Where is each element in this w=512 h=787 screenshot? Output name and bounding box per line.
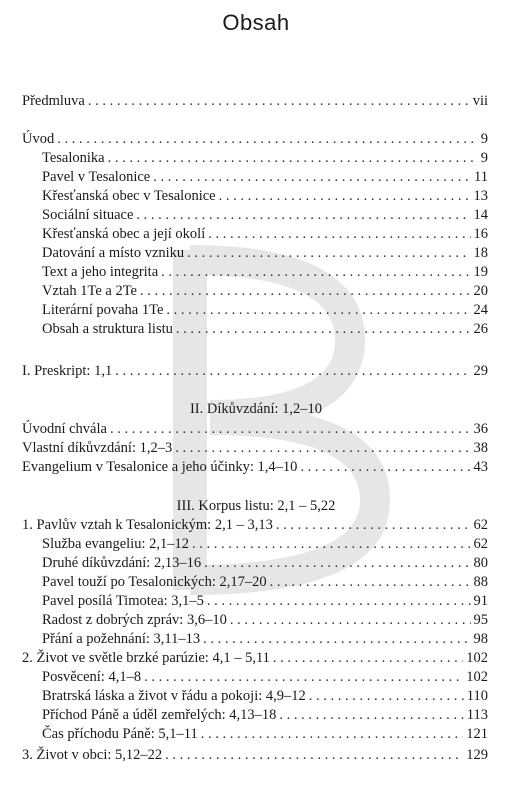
toc-entry[interactable]	[22, 649, 488, 667]
toc-entry-page: 102	[466, 650, 488, 666]
toc-entry-label: I. Preskript: 1,1	[22, 363, 113, 379]
toc-entry-label: Datování a místo vzniku	[42, 245, 185, 261]
toc-entry[interactable]	[22, 554, 488, 572]
toc-entry[interactable]	[22, 611, 488, 629]
toc-entry-label: Evangelium v Tesalonice a jeho účinky: 1,4–10	[22, 459, 298, 475]
leader-dots	[176, 320, 471, 338]
leader-dots	[203, 630, 470, 648]
leader-dots	[219, 187, 471, 205]
leader-dots	[166, 301, 470, 319]
toc-entry-label: Sociální situace	[42, 207, 134, 223]
leader-dots	[204, 554, 470, 572]
toc-entry-label: Služba evangeliu: 2,1–12	[42, 536, 189, 552]
leader-dots	[207, 592, 471, 610]
toc-entry-page: 98	[473, 631, 488, 647]
section-heading: II. Díkůvzdání: 1,2–10	[189, 401, 323, 417]
toc-entry-page: 80	[473, 555, 488, 571]
page-title: Obsah	[222, 10, 290, 35]
toc-entry[interactable]	[22, 187, 488, 205]
toc-entry-label: Pavel v Tesalonice	[42, 169, 151, 185]
toc-entry-label: Příchod Páně a úděl zemřelých: 4,13–18	[42, 707, 277, 723]
toc-entry[interactable]	[22, 362, 488, 380]
toc-entry-label: Druhé díkůvzdání: 2,13–16	[42, 555, 202, 571]
toc-entry[interactable]	[22, 263, 488, 281]
toc-entry-label: Radost z dobrých zpráv: 3,6–10	[42, 612, 227, 628]
leader-dots	[309, 687, 464, 705]
toc-entry-page: 91	[473, 593, 488, 609]
leader-dots	[300, 458, 470, 476]
leader-dots	[144, 668, 463, 686]
toc-entry[interactable]	[22, 668, 488, 686]
leader-dots	[110, 420, 471, 438]
toc-entry-label: Předmluva	[22, 93, 85, 109]
leader-dots	[273, 649, 463, 667]
toc-entry-page: 18	[473, 245, 488, 261]
toc-entry[interactable]	[22, 130, 488, 148]
toc-entry-page: 129	[466, 747, 488, 763]
leader-dots	[115, 362, 470, 380]
leader-dots	[201, 725, 464, 743]
toc-entry[interactable]	[22, 439, 488, 457]
toc-entry[interactable]	[22, 320, 488, 338]
toc-entry-label: Text a jeho integrita	[42, 264, 159, 280]
leader-dots	[88, 92, 470, 110]
toc-entry[interactable]	[22, 630, 488, 648]
toc-entry-page: 9	[480, 131, 488, 147]
toc-entry-label: Pavel posílá Timotea: 3,1–5	[42, 593, 204, 609]
toc-entry-page: 13	[473, 188, 488, 204]
toc-entry-label: Pavel touží po Tesalonických: 2,17–20	[42, 574, 267, 590]
toc-entry[interactable]	[22, 725, 488, 743]
toc-entry-page: 11	[474, 169, 488, 185]
toc-entry[interactable]	[22, 573, 488, 591]
toc-entry-page: 38	[473, 440, 488, 456]
leader-dots	[108, 149, 478, 167]
toc-entry[interactable]	[22, 225, 488, 243]
toc-entry-page: 113	[466, 707, 488, 723]
toc-entry-label: Obsah a struktura listu	[42, 321, 173, 337]
toc-entry[interactable]	[22, 244, 488, 262]
toc-entry-label: 2. Život ve světle brzké parúzie: 4,1 – 5,11	[22, 650, 270, 666]
leader-dots	[140, 282, 471, 300]
toc-entry-page: 20	[473, 283, 488, 299]
leader-dots	[153, 168, 471, 186]
toc-entry[interactable]	[22, 706, 488, 724]
toc-entry-label: Přání a požehnání: 3,11–13	[42, 631, 201, 647]
toc-entry[interactable]	[22, 420, 488, 438]
toc-entry-page: 9	[480, 150, 488, 166]
toc-entry-page: 19	[473, 264, 488, 280]
toc-entry[interactable]	[22, 282, 488, 300]
toc-entry-label: Křesťanská obec v Tesalonice	[42, 188, 216, 204]
leader-dots	[57, 130, 478, 148]
leader-dots	[192, 535, 471, 553]
toc-entry-page: 102	[466, 669, 488, 685]
toc-entry[interactable]	[22, 168, 488, 186]
toc-entry-page: 62	[473, 536, 488, 552]
toc-entry-label: 3. Život v obci: 5,12–22	[22, 747, 163, 763]
leader-dots	[270, 573, 471, 591]
toc-entry-page: 36	[473, 421, 488, 437]
toc-entry-label: Úvodní chvála	[22, 421, 107, 437]
toc-entry-label: Vztah 1Te a 2Te	[42, 283, 137, 299]
leader-dots	[208, 225, 470, 243]
toc-entry[interactable]	[22, 746, 488, 764]
toc-entry-page: 110	[466, 688, 488, 704]
leader-dots	[276, 516, 471, 534]
leader-dots	[230, 611, 471, 629]
toc-entry-label: Posvěcení: 4,1–8	[42, 669, 142, 685]
toc-entry[interactable]	[22, 149, 488, 167]
toc-entry-page: 121	[466, 726, 488, 742]
leader-dots	[161, 263, 470, 281]
toc-entry-page: vii	[472, 93, 488, 109]
toc-entry[interactable]	[22, 516, 488, 534]
toc-entry-label: 1. Pavlův vztah k Tesalonickým: 2,1 – 3,13	[22, 517, 273, 533]
toc-entry-page: 16	[473, 226, 488, 242]
toc-entry-page: 24	[473, 302, 488, 318]
toc-entry[interactable]	[22, 687, 488, 705]
toc-entry[interactable]	[22, 535, 488, 553]
leader-dots	[187, 244, 470, 262]
toc-entry[interactable]	[22, 301, 488, 319]
leader-dots	[165, 746, 463, 764]
toc-entry-page: 14	[473, 207, 488, 223]
toc-entry[interactable]	[22, 206, 488, 224]
toc-entry-label: Bratrská láska a život v řádu a pokoji: 4,9–12	[42, 688, 306, 704]
toc-entry-page: 29	[473, 363, 488, 379]
toc-entry-label: Literární povaha 1Te	[42, 302, 164, 318]
toc-entry-label: Tesalonika	[42, 150, 105, 166]
toc-entry-label: Čas příchodu Páně: 5,1–11	[42, 726, 198, 742]
toc-entry-page: 62	[473, 517, 488, 533]
toc-entry-page: 95	[473, 612, 488, 628]
toc-entry-page: 43	[473, 459, 488, 475]
toc-entry-label: Úvod	[22, 131, 55, 147]
toc-entry-page: 88	[473, 574, 488, 590]
toc-entry-label: Křesťanská obec a její okolí	[42, 226, 206, 242]
toc-entry[interactable]	[22, 92, 488, 110]
leader-dots	[175, 439, 470, 457]
toc-entry[interactable]	[22, 592, 488, 610]
leader-dots	[136, 206, 470, 224]
leader-dots	[279, 706, 463, 724]
toc-entry-page: 26	[473, 321, 488, 337]
toc-entry[interactable]	[22, 458, 488, 476]
section-heading: III. Korpus listu: 2,1 – 5,22	[176, 498, 336, 514]
toc-entry-label: Vlastní díkůvzdání: 1,2–3	[22, 440, 173, 456]
